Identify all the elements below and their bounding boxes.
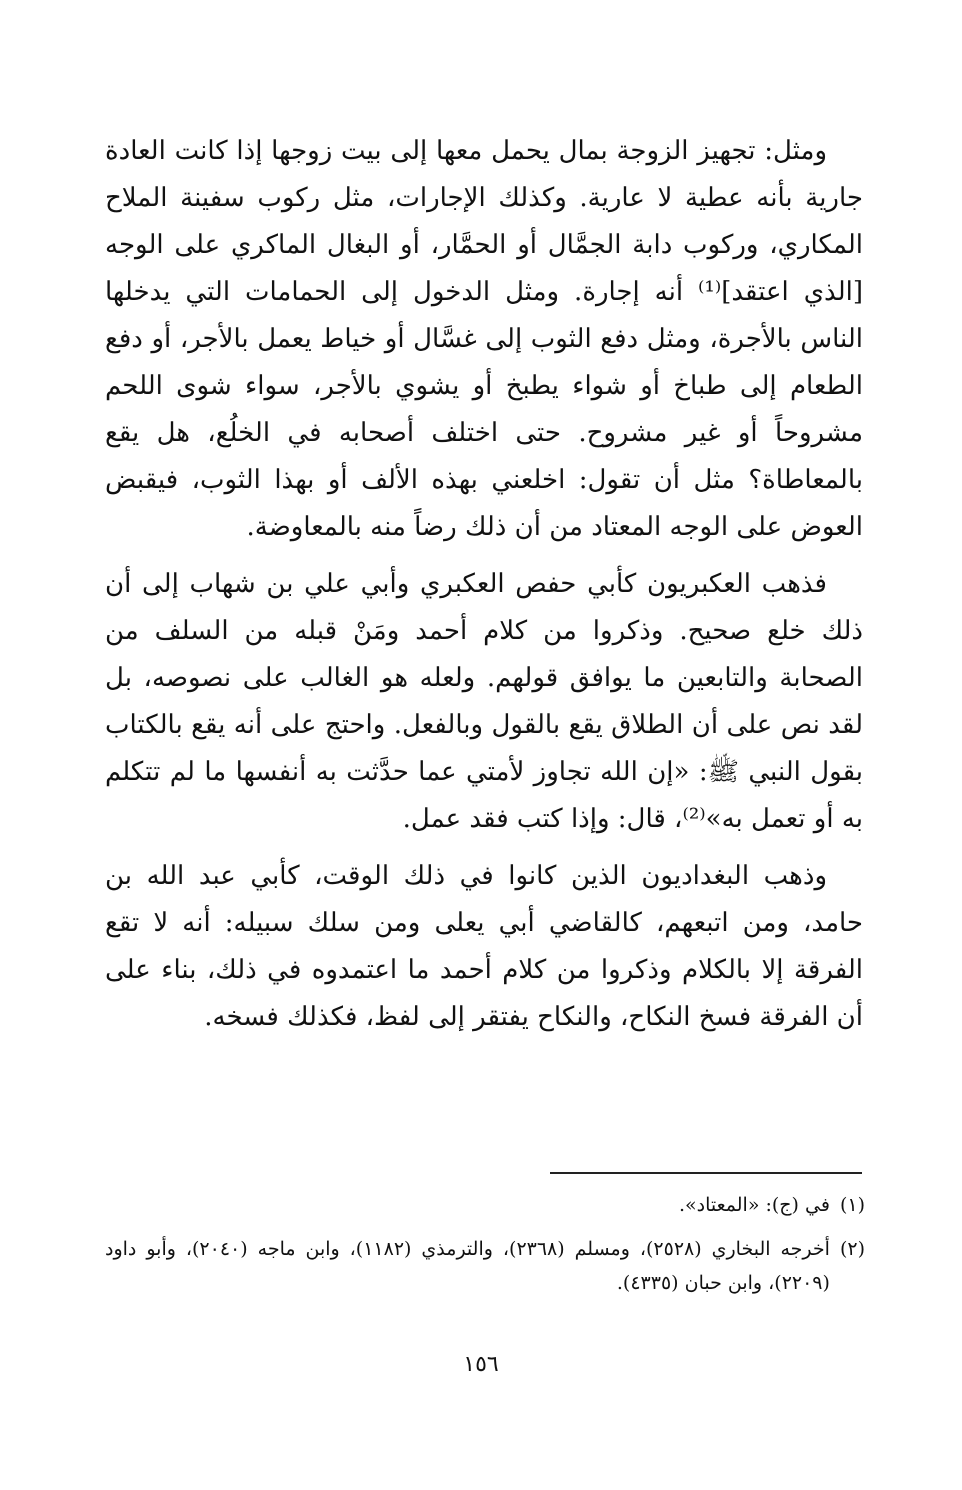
footnotes — [105, 1188, 865, 1310]
paragraph-3: وذهب البغداديون الذين كانوا في ذلك الوقت، كأبي عبد الله بن حامد، ومن اتبعهم، كالقاضي أبي يعلى ومن سلك سبيله: أنه لا تقع الفرقة إلا بالكلام وذكروا من كلام أحمد ما اعتمدوه في ذلك، بناء على أن الفرقة فسخ النكاح، والنكاح يفتقر إلى لفظ، فكذلك فسخه. — [105, 861, 863, 1032]
paragraph-1: ومثل: تجهيز الزوجة بمال يحمل معها إلى بيت زوجها إذا كانت العادة جارية بأنه عطية لا عارية. وكذلك الإجارات، مثل ركوب سفينة الملاح المكاري، وركوب دابة الجمَّال أو الحمَّار، أو البغال الماكري على الوجه [الذي اعتقد]⁽¹⁾ أنه إجارة. ومثل الدخول إلى الحمامات التي يدخلها الناس بالأجرة، ومثل دفع الثوب إلى غسَّال أو خياط يعمل بالأجر، أو دفع الطعام إلى طباخ أو شواء يطبخ أو يشوي بالأجر، سواء شوى اللحم مشروحاً أو غير مشروح. حتى اختلف أصحابه في الخلُع، هل يقع بالمعاطاة؟ مثل أن تقول: اخلعني بهذه الألف أو بهذا الثوب، فيقبض العوض على الوجه المعتاد من أن ذلك رضاً منه بالمعاوضة. — [105, 136, 863, 542]
footnote-2-text: أخرجه البخاري (٢٥٢٨)، ومسلم (٢٣٦٨)، والترمذي (١١٨٢)، وابن ماجه (٢٠٤٠)، وأبو داود (٢٢٠٩)، وابن حبان (٤٣٣٥). — [105, 1238, 830, 1294]
main-text — [105, 128, 863, 1041]
footnote-separator — [550, 1172, 862, 1174]
page-number: ١٥٦ — [463, 1352, 499, 1377]
footnote-2 — [105, 1232, 865, 1300]
footnote-1-mark: (١) — [839, 1194, 865, 1216]
paragraph-2: فذهب العكبريون كأبي حفص العكبري وأبي علي بن شهاب إلى أن ذلك خلع صحيح. وذكروا من كلام أحمد ومَنْ قبله من السلف من الصحابة والتابعين ما يوافق قولهم. ولعله هو الغالب على نصوصه، بل لقد نص على أن الطلاق يقع بالقول وبالفعل. واحتج على أنه يقع بالكتاب بقول النبي ﷺ: «إن الله تجاوز لأمتي عما حدَّثت به أنفسها ما لم تتكلم به أو تعمل به»⁽²⁾، قال: وإذا كتب فقد عمل. — [105, 569, 863, 834]
footnote-1 — [105, 1188, 865, 1222]
footnote-2-mark: (٢) — [839, 1238, 865, 1260]
footnote-1-text: في (ج): «المعتاد». — [678, 1194, 830, 1216]
